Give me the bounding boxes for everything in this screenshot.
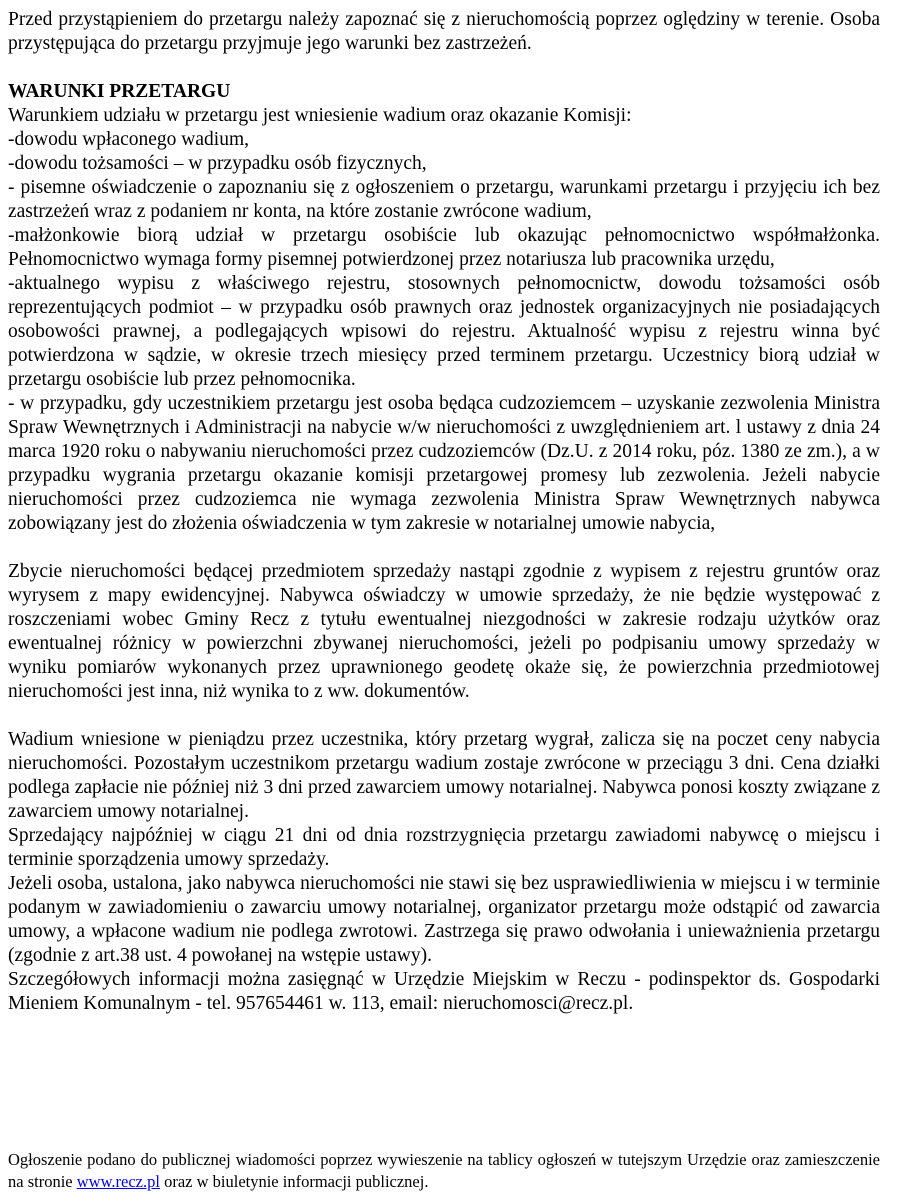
- conditions-line: -dowodu tożsamości – w przypadku osób fizycznych,: [8, 153, 427, 174]
- spacer: [8, 536, 880, 560]
- deposit-paragraph: Wadium wniesione w pieniądzu przez uczestnika, który przetarg wygrał, zalicza się na poczet ceny nabycia nieruchomości. Pozostałym uczestnikom przetargu wadium zostaje zwrócone w przeciągu 3 dni. Cena działki podlega zapłacie nie później niż 3 dni przed zawarciem umowy notarialnej. Nabywca ponosi koszty związane z zawarciem umowy notarialnej.: [8, 729, 880, 822]
- sale-paragraph: Zbycie nieruchomości będącej przedmiotem sprzedaży nastąpi zgodnie z wypisem z rejestru gruntów oraz wyrysem z mapy ewidencyjnej. Nabywca oświadczy w umowie sprzedaży, że nie będzie występować z roszczeniami wobec Gminy Recz z tytułu ewentualnej niezgodności w zakresie rodzaju użytków oraz ewentualnej różnicy w powierzchni zbywanej nieruchomości, jeżeli po podpisaniu umowy sprzedaży w wyniku pomiarów wykonanych przez uprawnionego geodetę okaże się, że powierzchnia przedmiotowej nieruchomości jest inna, niż wynika to z ww. dokumentów.: [8, 561, 880, 702]
- conditions-line: -małżonkowie biorą udział w przetargu osobiście lub okazując pełnomocnictwo współmałżonka. Pełnomocnictwo wymaga formy pisemnej potwierdzonej przez notariusza lub pracownika urzędu,: [8, 225, 880, 270]
- deposit-paragraph: Sprzedający najpóźniej w ciągu 21 dni od dnia rozstrzygnięcia przetargu zawiadomi nabywcę o miejscu i terminie sporządzenia umowy sprzedaży.: [8, 825, 880, 870]
- conditions-line: - w przypadku, gdy uczestnikiem przetargu jest osoba będąca cudzoziemcem – uzyskanie zezwolenia Ministra Spraw Wewnętrznych i Administracji na nabycie w/w nieruchomości z uwzględnieniem art. l ustawy z dnia 24 marca 1920 roku o nabywaniu nieruchomości przez cudzoziemców (Dz.U. z 2014 roku, póz. 1380 ze zm.), a w przypadku wygrania przetargu okazanie komisji przetargowej promesy lub zezwolenia. Jeżeli nabycie nieruchomości przez cudzoziemca nie wymaga zezwolenia Ministra Spraw Wewnętrznych nabywca zobowiązany jest do złożenia oświadczenia w tym zakresie w notarialnej umowie nabycia,: [8, 393, 880, 534]
- deposit-paragraph: Jeżeli osoba, ustalona, jako nabywca nieruchomości nie stawi się bez usprawiedliwienia w miejscu i w terminie podanym w zawiadomieniu o zawarciu umowy notarialnej, organizator przetargu może odstąpić od zawarcia umowy, a wpłacone wadium nie podlega zwrotowi. Zastrzega się prawo odwołania i unieważnienia przetargu (zgodnie z art.38 ust. 4 powołanej na wstępie ustawy).: [8, 873, 880, 966]
- footer-text-end: oraz w biuletynie informacji publicznej.: [159, 1172, 429, 1191]
- conditions-heading: WARUNKI PRZETARGU: [8, 81, 231, 102]
- conditions-line: -aktualnego wypisu z właściwego rejestru, stosownych pełnomocnictw, dowodu tożsamości osób reprezentujących podmiot – w przypadku osób prawnych oraz jednostek organizacyjnych nie posiadających osobowości prawnej, a podlegających wpisowi do rejestru. Aktualność wypisu z rejestru winna być potwierdzona w sądzie, w okresie trzech miesięcy przed terminem przetargu. Uczestnicy biorą udział w przetargu osobiście lub przez pełnomocnika.: [8, 273, 880, 390]
- conditions-line: - pisemne oświadczenie o zapoznaniu się z ogłoszeniem o przetargu, warunkami przetargu i przyjęciu ich bez zastrzeżeń wraz z podaniem nr konta, na które zostanie zwrócone wadium,: [8, 177, 880, 222]
- document-body: [8, 8, 880, 1016]
- contact-paragraph: Szczegółowych informacji można zasięgnąć w Urzędzie Miejskim w Reczu - podinspektor ds. Gospodarki Mieniem Komunalnym - tel. 957654461 w. 113, email: nieruchomosci@recz.pl.: [8, 969, 880, 1014]
- intro-paragraph: Przed przystąpieniem do przetargu należy zapoznać się z nieruchomością poprzez oględziny w terenie. Osoba przystępująca do przetargu przyjmuje jego warunki bez zastrzeżeń.: [8, 9, 880, 54]
- spacer: [8, 704, 880, 728]
- conditions-line: -dowodu wpłaconego wadium,: [8, 129, 249, 150]
- conditions-line: Warunkiem udziału w przetargu jest wniesienie wadium oraz okazanie Komisji:: [8, 105, 632, 126]
- website-link[interactable]: www.recz.pl: [76, 1172, 160, 1191]
- footer-note: [8, 1149, 880, 1193]
- footer-text: Ogłoszenie podano do publicznej wiadomości poprzez wywieszenie na tablicy ogłoszeń w tutejszym Urzędzie oraz zamieszczenie na stronie: [8, 1150, 880, 1191]
